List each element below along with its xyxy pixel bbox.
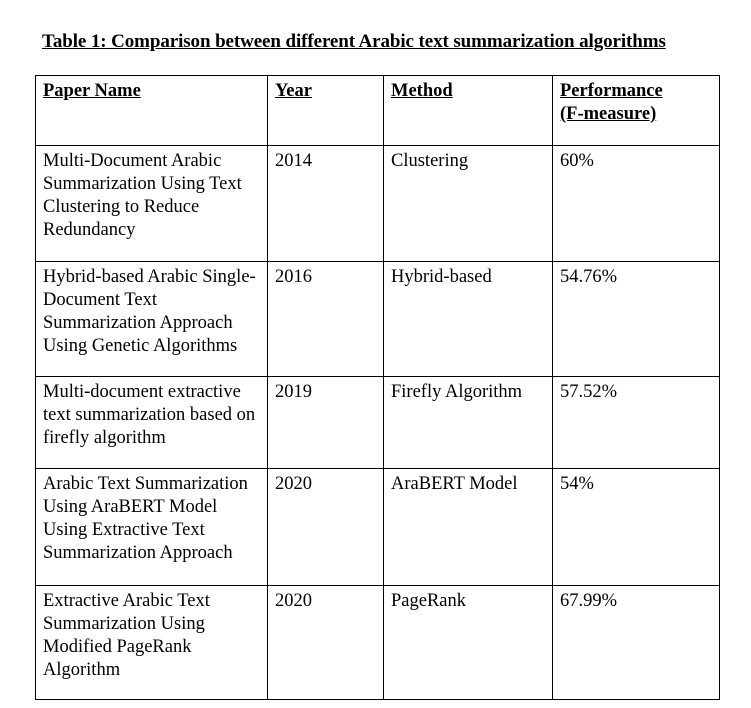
cell-year: 2020: [268, 469, 384, 586]
cell-method: PageRank: [384, 586, 553, 700]
cell-paper: Multi-document extractive text summarization based on firefly algorithm: [36, 377, 268, 469]
cell-method: AraBERT Model: [384, 469, 553, 586]
cell-year: 2014: [268, 146, 384, 262]
header-method: Method: [384, 76, 553, 146]
cell-year: 2019: [268, 377, 384, 469]
header-performance-line1: Performance: [560, 81, 663, 101]
cell-performance: 67.99%: [553, 586, 720, 700]
cell-method: Clustering: [384, 146, 553, 262]
table-row: [36, 146, 720, 262]
cell-year: 2020: [268, 586, 384, 700]
cell-paper: Hybrid-based Arabic Single-Document Text Summarization Approach Using Genetic Algorithms: [36, 262, 268, 377]
cell-paper: Arabic Text Summarization Using AraBERT Model Using Extractive Text Summarization Approach: [36, 469, 268, 586]
cell-paper: Extractive Arabic Text Summarization Using Modified PageRank Algorithm: [36, 586, 268, 700]
table-header-row: [36, 76, 720, 146]
header-performance: [553, 76, 720, 146]
cell-year: 2016: [268, 262, 384, 377]
cell-performance: 54.76%: [553, 262, 720, 377]
cell-performance: 54%: [553, 469, 720, 586]
table-row: [36, 469, 720, 586]
table-row: [36, 262, 720, 377]
table-row: [36, 586, 720, 700]
header-year: Year: [268, 76, 384, 146]
cell-paper: Multi-Document Arabic Summarization Using Text Clustering to Reduce Redundancy: [36, 146, 268, 262]
header-performance-line2: (F-measure): [560, 104, 657, 124]
cell-method: Hybrid-based: [384, 262, 553, 377]
comparison-table: [35, 75, 720, 700]
cell-performance: 57.52%: [553, 377, 720, 469]
cell-method: Firefly Algorithm: [384, 377, 553, 469]
table-caption: Table 1: Comparison between different Arabic text summarization algorithms: [42, 31, 666, 52]
cell-performance: 60%: [553, 146, 720, 262]
table-row: [36, 377, 720, 469]
clipped-next-heading: [42, 700, 302, 708]
header-paper-name: Paper Name: [36, 76, 268, 146]
